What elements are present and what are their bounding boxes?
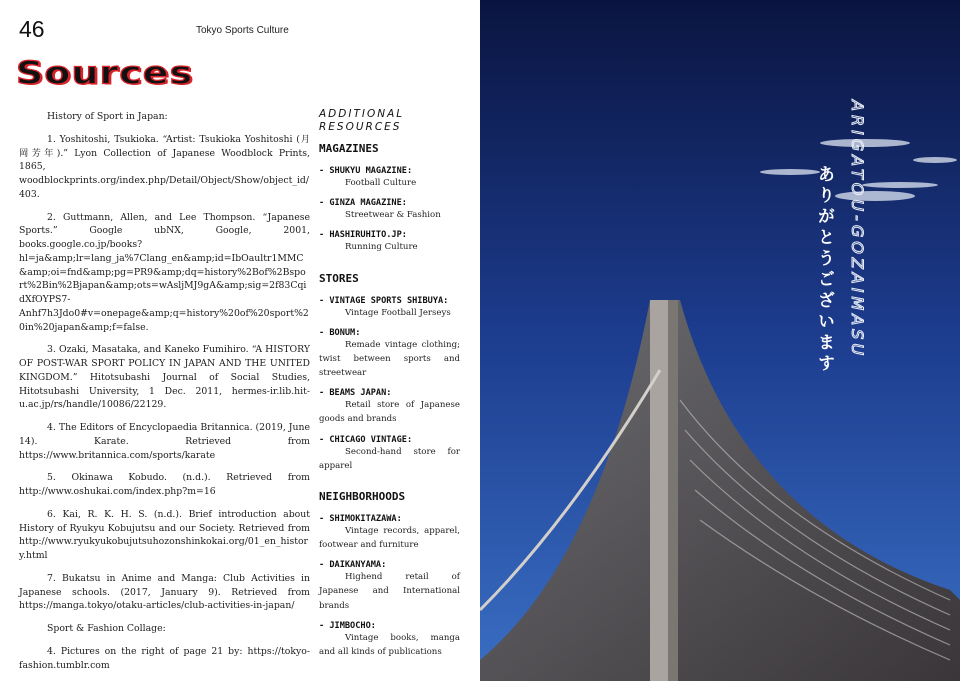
resource-entry bbox=[319, 621, 460, 659]
page-headline: Sources bbox=[16, 55, 194, 92]
resource-description: Retail store of Japanese goods and brands bbox=[319, 400, 460, 425]
resource-entry bbox=[319, 198, 460, 222]
japanese-vertical-text: ありがとうございます bbox=[814, 165, 834, 375]
right-page bbox=[480, 0, 960, 681]
category-magazines bbox=[319, 142, 460, 255]
additional-resources-title-line: RESOURCES bbox=[319, 120, 402, 133]
resource-entry bbox=[319, 230, 460, 254]
additional-resources bbox=[319, 142, 460, 676]
source-entry: 4. Pictures on the right of page 21 by: https://tokyo-fashion.tumblr.com bbox=[19, 645, 310, 671]
resource-description: Football Culture bbox=[345, 178, 417, 188]
resource-name: - GINZA MAGAZINE: bbox=[319, 198, 407, 209]
resource-entry bbox=[319, 514, 460, 552]
category-title: STORES bbox=[319, 271, 359, 285]
resource-entry bbox=[319, 435, 460, 473]
sources-heading: Sport & Fashion Collage: bbox=[47, 623, 166, 634]
resource-name: - SHIMOKITAZAWA: bbox=[319, 513, 402, 524]
resource-entry bbox=[319, 296, 460, 320]
resource-name: - SHUKYU MAGAZINE: bbox=[319, 166, 413, 176]
resource-entry bbox=[319, 560, 460, 613]
resource-name: - BONUM: bbox=[319, 327, 361, 338]
resource-description: Streetwear & Fashion bbox=[345, 210, 441, 221]
running-title: Tokyo Sports Culture bbox=[196, 25, 289, 36]
resource-name: - BEAMS JAPAN: bbox=[319, 388, 392, 399]
source-entry: 5. Okinawa Kobudo. (n.d.). Retrieved from http://www.oshukai.com/index.php?m=16 bbox=[19, 472, 310, 497]
page-number: 46 bbox=[19, 16, 45, 42]
resource-description: Vintage records, apparel, footwear and furniture bbox=[319, 525, 460, 551]
source-entry: 4. The Editors of Encyclopaedia Britannica. (2019, June 14). Karate. Retrieved from https://www.britannica.com/sports/karate bbox=[19, 422, 310, 461]
source-entry: 1. Yoshitoshi, Tsukioka. “Artist: Tsukioka Yoshitoshi (月岡芳年).” Lyon Collection of Japanese Woodblock Prints, 1865, woodblockprints.org/index.php/Detail/Object/Show/object_id/403. bbox=[19, 133, 310, 200]
source-entry: 7. Bukatsu in Anime and Manga: Club Activities in Japanese schools. (2017, January 9). Retrieved from https://manga.tokyo/otaku-articles/club-activities-in-japan/ bbox=[19, 572, 310, 612]
category-title: MAGAZINES bbox=[319, 142, 379, 155]
sources-list bbox=[19, 110, 310, 681]
resource-description: Vintage books, manga and all kinds of publications bbox=[319, 632, 460, 657]
resource-name: - VINTAGE SPORTS SHIBUYA: bbox=[319, 295, 449, 306]
source-entry: 6. Kai, R. K. H. S. (n.d.). Brief introduction about History of Ryukyu Kobujutsu and our Society. Retrieved from http://www.ryukyukobujutsuhozonshinkokai.org/01_en_history.html bbox=[19, 508, 310, 561]
resource-description: Vintage Football Jerseys bbox=[345, 307, 451, 318]
category-stores bbox=[319, 272, 460, 473]
romaji-vertical-text: ARIGATOU-GOZAIMASU bbox=[848, 100, 867, 360]
resource-description: Remade vintage clothing; twist between sports and streetwear bbox=[319, 339, 460, 379]
source-entry: 2. Guttmann, Allen, and Lee Thompson. “Japanese Sports.” Google ubNX, Google, 2001, books.google.co.jp/books?hl=ja&amp;lr=lang_ja%7Clang_en&amp;id=IbOaultr1MMC&amp;oi=fnd&amp;pg=PR9&amp;dq=history%2Bof%2Bsport%2Bin%2Bjapan&amp;ots=wAsljMJ9gA&amp;sig=2f83CqidXfOYPS7-Anhf7h3Jdo0#v=onepage&amp;q=history%20of%20sport%20in%20japan&amp;f=false. bbox=[19, 211, 310, 333]
stadium-photo bbox=[480, 0, 960, 681]
additional-resources-title bbox=[319, 108, 469, 133]
sources-heading: History of Sport in Japan: bbox=[47, 111, 168, 122]
resource-entry bbox=[319, 388, 460, 426]
resource-entry bbox=[319, 166, 460, 190]
resource-description: Second-hand store for apparel bbox=[319, 446, 460, 471]
resource-name: - HASHIRUHITO.JP: bbox=[319, 230, 407, 241]
resource-description: Running Culture bbox=[345, 242, 418, 253]
source-entry: 3. Ozaki, Masataka, and Kaneko Fumihiro. “A HISTORY OF POST-WAR SPORT POLICY IN JAPAN AND THE UNITED KINGDOM.” Hitotsubashi Journal of Social Studies, Hitotsubashi University, 1 Dec. 2011, hermes-ir.lib.hit-u.ac.jp/rs/handle/10086/22129. bbox=[19, 344, 310, 411]
resource-name: - CHICAGO VINTAGE: bbox=[319, 434, 413, 445]
resource-name: - DAIKANYAMA: bbox=[319, 560, 387, 571]
category-title: NEIGHBORHOODS bbox=[319, 489, 406, 503]
stadium-tower-shade bbox=[668, 300, 678, 681]
resource-entry bbox=[319, 328, 460, 381]
additional-resources-title-line: ADDITIONAL bbox=[319, 108, 405, 120]
category-neighborhoods bbox=[319, 490, 460, 659]
resource-description: Highend retail of Japanese and International brands bbox=[319, 572, 460, 611]
resource-name: - JIMBOCHO: bbox=[319, 620, 376, 631]
